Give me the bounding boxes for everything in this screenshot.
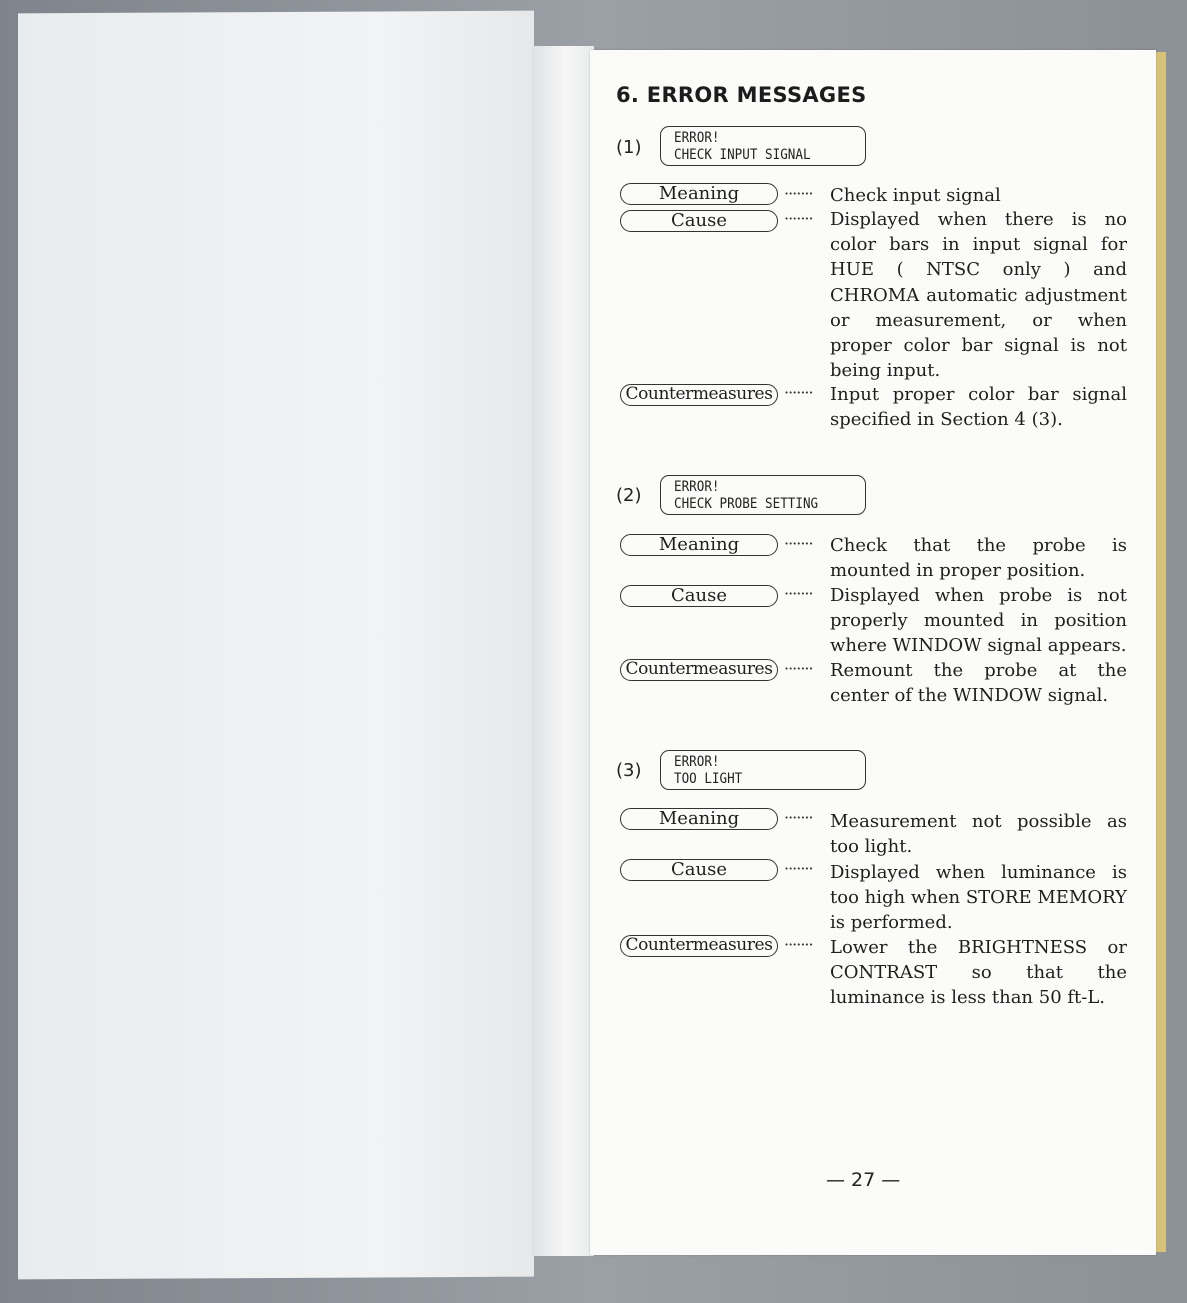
display-line: ERROR!	[674, 754, 720, 770]
display-line: CHECK PROBE SETTING	[674, 496, 819, 512]
display-line: TOO LIGHT	[674, 771, 743, 787]
leader-dots: ·······	[784, 383, 813, 402]
leader-dots: ·······	[784, 584, 813, 603]
countermeasures-text: Input proper color bar signal specified in Section 4 (3).	[830, 384, 1127, 431]
leader-dots: ·······	[784, 184, 813, 203]
left-page-blank	[18, 11, 534, 1280]
error-number: (3)	[616, 760, 642, 781]
error-number: (2)	[616, 485, 642, 506]
leader-dots: ·······	[784, 808, 813, 827]
countermeasures-label: Countermeasures	[620, 384, 778, 406]
cause-label: Cause	[620, 859, 778, 881]
page-number: — 27 —	[826, 1169, 901, 1191]
countermeasures-label: Countermeasures	[620, 659, 778, 681]
leader-dots: ·······	[784, 859, 813, 878]
cause-label: Cause	[620, 210, 778, 232]
leader-dots: ·······	[784, 659, 813, 678]
cause-text: Displayed when there is no color bars in input signal for HUE ( NTSC only ) and CHROMA automatic adjustment or measurement, or when proper color bar signal is not being input.	[830, 209, 1127, 382]
display-line: ERROR!	[674, 479, 720, 495]
error-display-box	[660, 126, 866, 166]
meaning-text: Check input signal	[830, 185, 1001, 206]
meaning-text: Check that the probe is mounted in proper position.	[830, 535, 1127, 582]
cause-text: Displayed when probe is not properly mounted in position where WINDOW signal appears.	[830, 585, 1127, 657]
countermeasures-label: Countermeasures	[620, 935, 778, 957]
meaning-text: Measurement not possible as too light.	[830, 811, 1127, 858]
countermeasures-text: Remount the probe at the center of the WINDOW signal.	[830, 660, 1127, 707]
section-title: 6. ERROR MESSAGES	[616, 83, 867, 107]
meaning-label: Meaning	[620, 534, 778, 556]
meaning-label: Meaning	[620, 183, 778, 205]
cause-label: Cause	[620, 585, 778, 607]
display-line: CHECK INPUT SIGNAL	[674, 147, 811, 163]
error-display-box	[660, 750, 866, 790]
meaning-label: Meaning	[620, 808, 778, 830]
error-display-box	[660, 475, 866, 515]
countermeasures-text: Lower the BRIGHTNESS or CONTRAST so that the luminance is less than 50 ft-L.	[830, 937, 1127, 1009]
leader-dots: ·······	[784, 935, 813, 954]
display-line: ERROR!	[674, 130, 720, 146]
book-gutter	[532, 46, 594, 1256]
leader-dots: ·······	[784, 534, 813, 553]
manual-page	[590, 50, 1156, 1255]
cause-text: Displayed when luminance is too high when STORE MEMORY is performed.	[830, 862, 1127, 934]
leader-dots: ·······	[784, 209, 813, 228]
error-number: (1)	[616, 137, 642, 158]
